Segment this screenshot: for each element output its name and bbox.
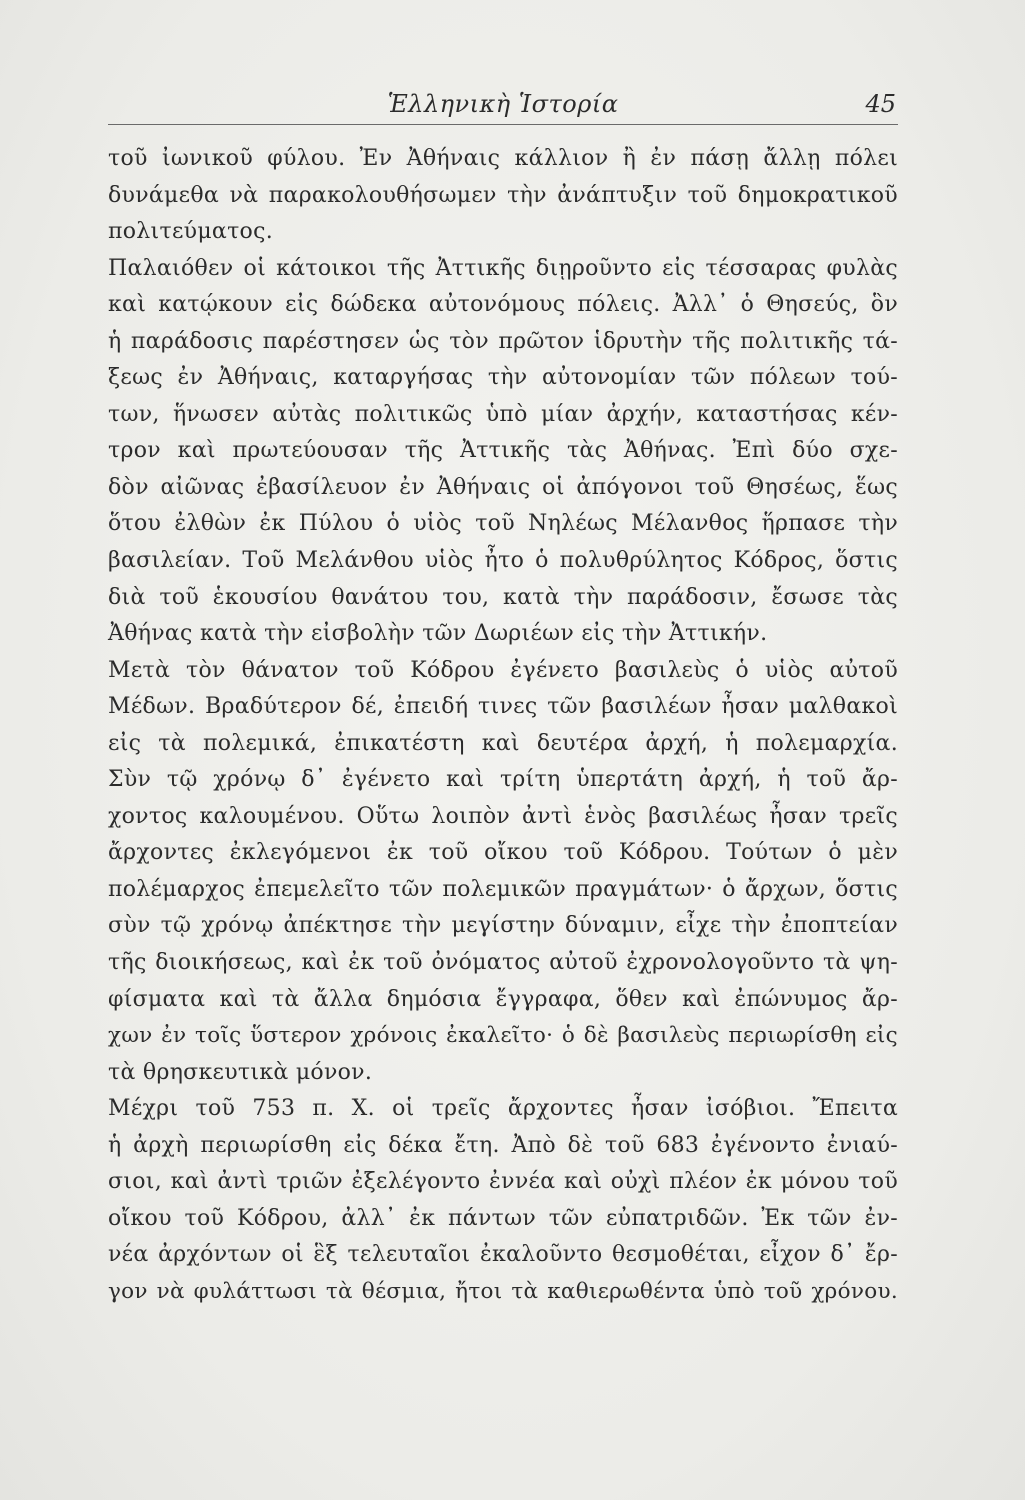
text-line: γον νὰ φυλάττωσι τὰ θέσμια, ἤτοι τὰ καθιερωθέντα ὑπὸ τοῦ χρόνου.: [108, 1278, 898, 1304]
text-line: τοῦ ἰωνικοῦ φύλου. Ἐν Ἀθήναις κάλλιον ἢ ἐν πάσῃ ἄλλῃ πόλει: [108, 146, 898, 171]
text-line: πολιτεύματος.: [108, 219, 274, 245]
text-line: πολέμαρχος ἐπεμελεῖτο τῶν πολεμικῶν πραγμάτων· ὁ ἄρχων, ὅστις: [108, 876, 898, 902]
running-header: [108, 88, 898, 125]
text-line: τὰ θρησκευτικὰ μόνον.: [108, 1059, 373, 1085]
text-line: Παλαιόθεν οἱ κάτοικοι τῆς Ἀττικῆς διῃροῦντο εἰς τέσσαρας φυλὰς: [108, 255, 898, 281]
text-line: χοντος καλουμένου. Οὕτω λοιπὸν ἀντὶ ἑνὸς βασιλέως ἦσαν τρεῖς: [108, 803, 898, 829]
text-line: ἡ ἀρχὴ περιωρίσθη εἰς δέκα ἔτη. Ἀπὸ δὲ τοῦ 683 ἐγένοντο ἐνιαύ-: [108, 1132, 898, 1158]
text-line: Μετὰ τὸν θάνατον τοῦ Κόδρου ἐγένετο βασιλεὺς ὁ υἱὸς αὐτοῦ: [108, 657, 898, 683]
text-line: ξεως ἐν Ἀθήναις, καταργήσας τὴν αὐτονομίαν τῶν πόλεων τού-: [108, 365, 898, 391]
text-line: νέα ἀρχόντων οἱ ἓξ τελευταῖοι ἐκαλοῦντο θεσμοθέται, εἶχον δ᾽ ἔρ-: [108, 1242, 898, 1268]
text-line: φίσματα καὶ τὰ ἄλλα δημόσια ἔγγραφα, ὅθεν καὶ ἐπώνυμος ἄρ-: [108, 986, 898, 1012]
page-number: 45: [865, 90, 896, 118]
text-line: Μέδων. Βραδύτερον δέ, ἐπειδή τινες τῶν βασιλέων ἦσαν μαλθακοὶ: [108, 694, 898, 720]
text-line: σὺν τῷ χρόνῳ ἀπέκτησε τὴν μεγίστην δύναμιν, εἶχε τὴν ἐποπτείαν: [108, 913, 898, 939]
text-line: χων ἐν τοῖς ὕστερον χρόνοις ἐκαλεῖτο· ὁ δὲ βασιλεὺς περιωρίσθη εἰς: [108, 1023, 898, 1049]
text-line: ὅτου ἐλθὼν ἐκ Πύλου ὁ υἱὸς τοῦ Νηλέως Μέλανθος ἥρπασε τὴν: [108, 511, 898, 537]
text-line: Μέχρι τοῦ 753 π. Χ. οἱ τρεῖς ἄρχοντες ἦσαν ἰσόβιοι. Ἔπειτα: [108, 1096, 898, 1122]
text-line: δὸν αἰῶνας ἐβασίλευον ἐν Ἀθήναις οἱ ἀπόγονοι τοῦ Θησέως, ἕως: [108, 474, 898, 500]
text-line: ἡ παράδοσις παρέστησεν ὡς τὸν πρῶτον ἱδρυτὴν τῆς πολιτικῆς τά-: [108, 328, 898, 354]
text-line: βασιλείαν. Τοῦ Μελάνθου υἱὸς ἦτο ὁ πολυθρύλητος Κόδρος, ὅστις: [108, 548, 898, 574]
text-line: Ἀθήνας κατὰ τὴν εἰσβολὴν τῶν Δωριέων εἰς τὴν Ἀττικήν.: [108, 621, 768, 647]
text-line: εἰς τὰ πολεμικά, ἐπικατέστη καὶ δευτέρα ἀρχή, ἡ πολεμαρχία.: [108, 730, 898, 756]
text-line: καὶ κατῴκουν εἰς δώδεκα αὐτονόμους πόλεις. Ἀλλ᾽ ὁ Θησεύς, ὃν: [108, 292, 898, 318]
text-line: δυνάμεθα νὰ παρακολουθήσωμεν τὴν ἀνάπτυξιν τοῦ δημοκρατικοῦ: [108, 182, 898, 208]
text-line: ἄρχοντες ἐκλεγόμενοι ἐκ τοῦ οἴκου τοῦ Κόδρου. Τούτων ὁ μὲν: [108, 840, 898, 866]
text-line: τῆς διοικήσεως, καὶ ἐκ τοῦ ὀνόματος αὐτοῦ ἐχρονολογοῦντο τὰ ψη-: [108, 950, 898, 976]
text-line: οἴκου τοῦ Κόδρου, ἀλλ᾽ ἐκ πάντων τῶν εὐπατριδῶν. Ἐκ τῶν ἐν-: [108, 1205, 898, 1231]
running-title: Ἑλληνικὴ Ἱστορία: [387, 90, 619, 118]
text-line: τρον καὶ πρωτεύουσαν τῆς Ἀττικῆς τὰς Ἀθήνας. Ἐπὶ δύο σχε-: [108, 438, 898, 464]
text-line: σιοι, καὶ ἀντὶ τριῶν ἐξελέγοντο ἐννέα καὶ οὐχὶ πλέον ἐκ μόνου τοῦ: [108, 1169, 898, 1195]
body-text: [108, 141, 898, 1311]
text-line: διὰ τοῦ ἑκουσίου θανάτου του, κατὰ τὴν παράδοσιν, ἔσωσε τὰς: [108, 584, 898, 610]
text-line: Σὺν τῷ χρόνῳ δ᾽ ἐγένετο καὶ τρίτη ὑπερτάτη ἀρχή, ἡ τοῦ ἄρ-: [108, 767, 898, 793]
text-line: των, ἥνωσεν αὐτὰς πολιτικῶς ὑπὸ μίαν ἀρχήν, καταστήσας κέν-: [108, 401, 898, 427]
